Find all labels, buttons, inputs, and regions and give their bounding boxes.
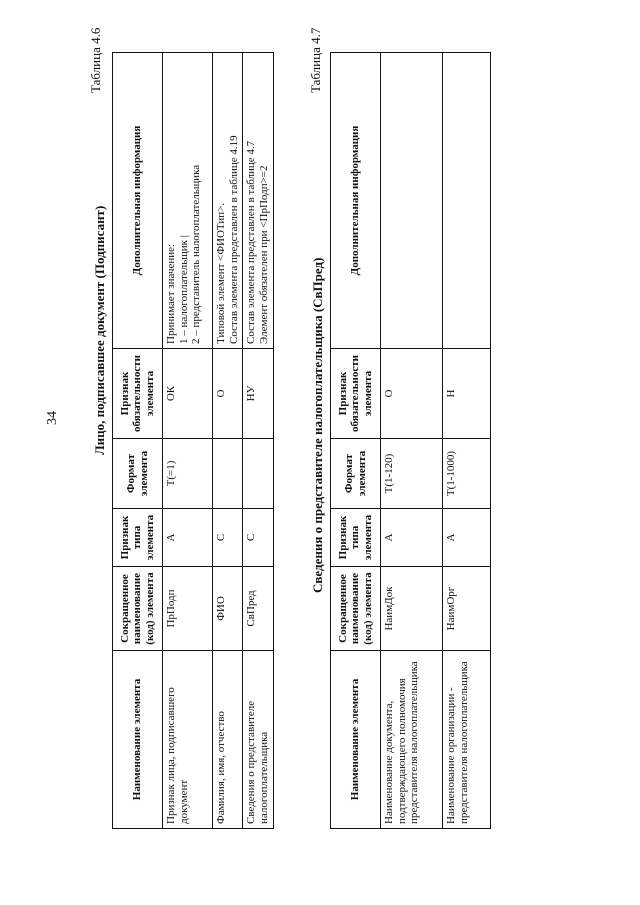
cell-type: А xyxy=(443,509,491,567)
cell-name: Сведения о представителе налогоплательщика xyxy=(243,651,273,829)
cell-code: НаимДок xyxy=(381,567,443,651)
cell-name: Фамилия, имя, отчество xyxy=(213,651,243,829)
table1-header-row xyxy=(113,53,163,829)
info-line: Элемент обязателен при <ПрПодп>=2 xyxy=(257,165,270,344)
cell-type: С xyxy=(243,509,273,567)
table2-title: Сведения о представителе налогоплательщика (СвПред) xyxy=(310,257,325,593)
cell-format xyxy=(213,439,243,509)
info-line: Состав элемента представлен в таблице 4.19 xyxy=(227,135,240,344)
table-row xyxy=(163,53,213,829)
cell-info xyxy=(163,53,213,349)
cell-required: НУ xyxy=(243,349,273,439)
header-required: Признак обязательности элемента xyxy=(113,349,163,439)
info-line: 2 – представитель налогоплательщика xyxy=(190,164,203,344)
cell-type: С xyxy=(213,509,243,567)
header-info: Дополнительная информация xyxy=(331,53,381,349)
cell-code: СвПред xyxy=(243,567,273,651)
cell-info xyxy=(443,53,491,349)
info-line: Принимает значение: xyxy=(165,243,177,344)
table-row xyxy=(213,53,243,829)
table-row xyxy=(243,53,273,829)
table2-number: Таблица 4.7 xyxy=(308,27,323,93)
cell-required: ОК xyxy=(163,349,213,439)
header-name: Наименование элемента xyxy=(113,651,163,829)
header-type: Признак типа элемента xyxy=(331,509,381,567)
header-code: Сокращенное наименование (код) элемента xyxy=(113,567,163,651)
cell-format: T(=1) xyxy=(163,439,213,509)
header-required: Признак обязательности элемента xyxy=(331,349,381,439)
cell-type: А xyxy=(163,509,213,567)
table-row xyxy=(443,53,491,829)
header-format: Формат элемента xyxy=(331,439,381,509)
header-info: Дополнительная информация xyxy=(113,53,163,349)
cell-code: ФИО xyxy=(213,567,243,651)
table2 xyxy=(330,52,491,829)
cell-name: Наименование организации - представителя налогоплательщика xyxy=(443,651,491,829)
cell-code: ПрПодп xyxy=(163,567,213,651)
table2-header-row xyxy=(331,53,381,829)
cell-name: Наименование документа, подтверждающего полномочия представителя налогоплательщика xyxy=(381,651,443,829)
cell-code: НаимОрг xyxy=(443,567,491,651)
cell-format xyxy=(243,439,273,509)
cell-required: О xyxy=(213,349,243,439)
cell-info xyxy=(381,53,443,349)
page-number: 34 xyxy=(45,411,60,425)
table-row xyxy=(381,53,443,829)
table1-number: Таблица 4.6 xyxy=(88,27,103,93)
cell-info xyxy=(243,53,273,349)
cell-format: T(1-1000) xyxy=(443,439,491,509)
table1-title: Лицо, подписавшее документ (Подписант) xyxy=(92,205,107,455)
header-format: Формат элемента xyxy=(113,439,163,509)
info-line: Состав элемента представлен в таблице 4.7 xyxy=(245,140,258,344)
cell-name: Признак лица, подписавшего документ xyxy=(163,651,213,829)
header-type: Признак типа элемента xyxy=(113,509,163,567)
cell-format: T(1-120) xyxy=(381,439,443,509)
info-line: 1 – налогоплательщик | xyxy=(177,235,190,344)
info-line: Типовой элемент <ФИОТип>. xyxy=(215,202,227,344)
cell-type: А xyxy=(381,509,443,567)
cell-info xyxy=(213,53,243,349)
cell-required: Н xyxy=(443,349,491,439)
header-code: Сокращенное наименование (код) элемента xyxy=(331,567,381,651)
cell-required: О xyxy=(381,349,443,439)
table1 xyxy=(112,52,274,829)
header-name: Наименование элемента xyxy=(331,651,381,829)
